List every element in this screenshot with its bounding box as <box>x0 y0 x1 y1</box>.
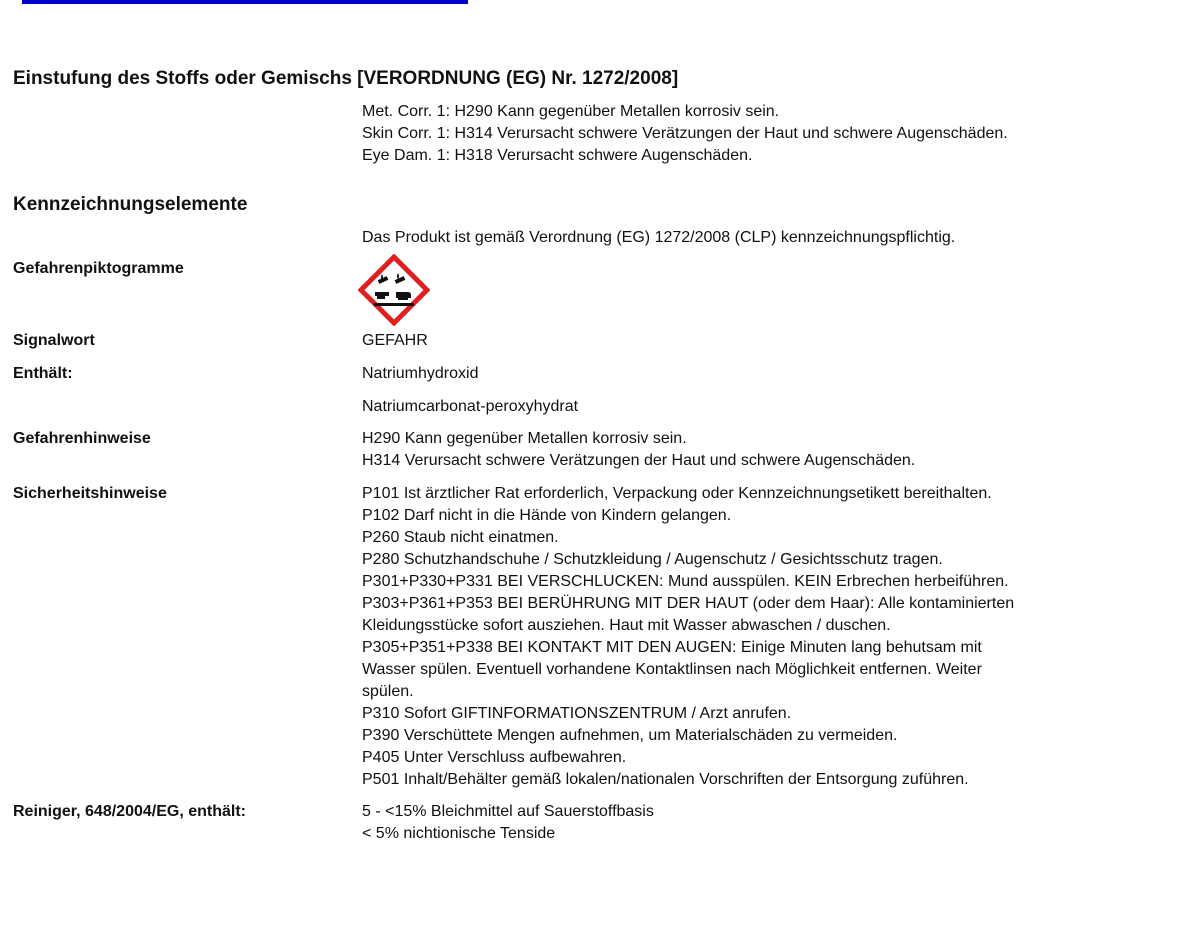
precautionary-statement: P102 Darf nicht in die Hände von Kindern gelangen. <box>362 507 732 524</box>
precautionary-statement: Kleidungsstücke sofort ausziehen. Haut mit Wasser abwaschen / duschen. <box>362 617 891 634</box>
corrosion-pictogram-icon <box>358 254 430 326</box>
hazard-statements-label: Gefahrenhinweise <box>13 430 151 447</box>
classification-heading: Einstufung des Stoffs oder Gemischs [VERORDNUNG (EG) Nr. 1272/2008] <box>13 68 679 89</box>
precautionary-statement: P390 Verschüttete Mengen aufnehmen, um Materialschäden zu vermeiden. <box>362 727 898 744</box>
detergent-line: < 5% nichtionische Tenside <box>362 825 556 842</box>
labelling-statement: Das Produkt ist gemäß Verordnung (EG) 1272/2008 (CLP) kennzeichnungspflichtig. <box>362 229 956 246</box>
pictograms-label: Gefahrenpiktogramme <box>13 260 184 277</box>
precautionary-statement: P301+P330+P331 BEI VERSCHLUCKEN: Mund ausspülen. KEIN Erbrechen herbeiführen. <box>362 573 1009 590</box>
detergent-lines <box>362 801 654 845</box>
precautionary-statement: P405 Unter Verschluss aufbewahren. <box>362 749 627 766</box>
labelling-heading: Kennzeichnungselemente <box>13 194 248 215</box>
precautionary-statement: P305+P351+P338 BEI KONTAKT MIT DEN AUGEN: Einige Minuten lang behutsam mit <box>362 639 982 656</box>
hazard-statement: H290 Kann gegenüber Metallen korrosiv sein. <box>362 430 687 447</box>
precautionary-statement: P310 Sofort GIFTINFORMATIONSZENTRUM / Arzt anrufen. <box>362 705 792 722</box>
detergent-label: Reiniger, 648/2004/EG, enthält: <box>13 803 246 820</box>
contains-label: Enthält: <box>13 365 73 382</box>
precautionary-statement: P101 Ist ärztlicher Rat erforderlich, Verpackung oder Kennzeichnungsetikett bereithalten. <box>362 485 992 502</box>
top-rule <box>22 0 468 4</box>
classification-line: Eye Dam. 1: H318 Verursacht schwere Augenschäden. <box>362 147 753 164</box>
hazard-statement: H314 Verursacht schwere Verätzungen der Haut und schwere Augenschäden. <box>362 452 916 469</box>
signal-word-value: GEFAHR <box>362 332 428 349</box>
precautionary-statement: P303+P361+P353 BEI BERÜHRUNG MIT DER HAUT (oder dem Haar): Alle kontaminierten <box>362 595 1015 612</box>
signal-word-label: Signalwort <box>13 332 95 349</box>
precautionary-statement: spülen. <box>362 683 414 700</box>
contains-value: Natriumcarbonat-peroxyhydrat <box>362 398 579 415</box>
precautionary-statement: P501 Inhalt/Behälter gemäß lokalen/nationalen Vorschriften der Entsorgung zuführen. <box>362 771 969 788</box>
classification-line: Skin Corr. 1: H314 Verursacht schwere Verätzungen der Haut und schwere Augenschäden. <box>362 125 1008 142</box>
detergent-line: 5 - <15% Bleichmittel auf Sauerstoffbasis <box>362 803 654 820</box>
contains-value: Natriumhydroxid <box>362 365 479 382</box>
precautionary-statements-lines <box>362 483 1014 791</box>
classification-lines <box>362 101 1008 167</box>
hazard-statements-lines <box>362 428 915 472</box>
precautionary-statement: Wasser spülen. Eventuell vorhandene Kontaktlinsen nach Möglichkeit entfernen. Weiter <box>362 661 982 678</box>
classification-line: Met. Corr. 1: H290 Kann gegenüber Metallen korrosiv sein. <box>362 103 780 120</box>
precautionary-statement: P280 Schutzhandschuhe / Schutzkleidung / Augenschutz / Gesichtsschutz tragen. <box>362 551 943 568</box>
precautionary-statements-label: Sicherheitshinweise <box>13 485 167 502</box>
precautionary-statement: P260 Staub nicht einatmen. <box>362 529 559 546</box>
